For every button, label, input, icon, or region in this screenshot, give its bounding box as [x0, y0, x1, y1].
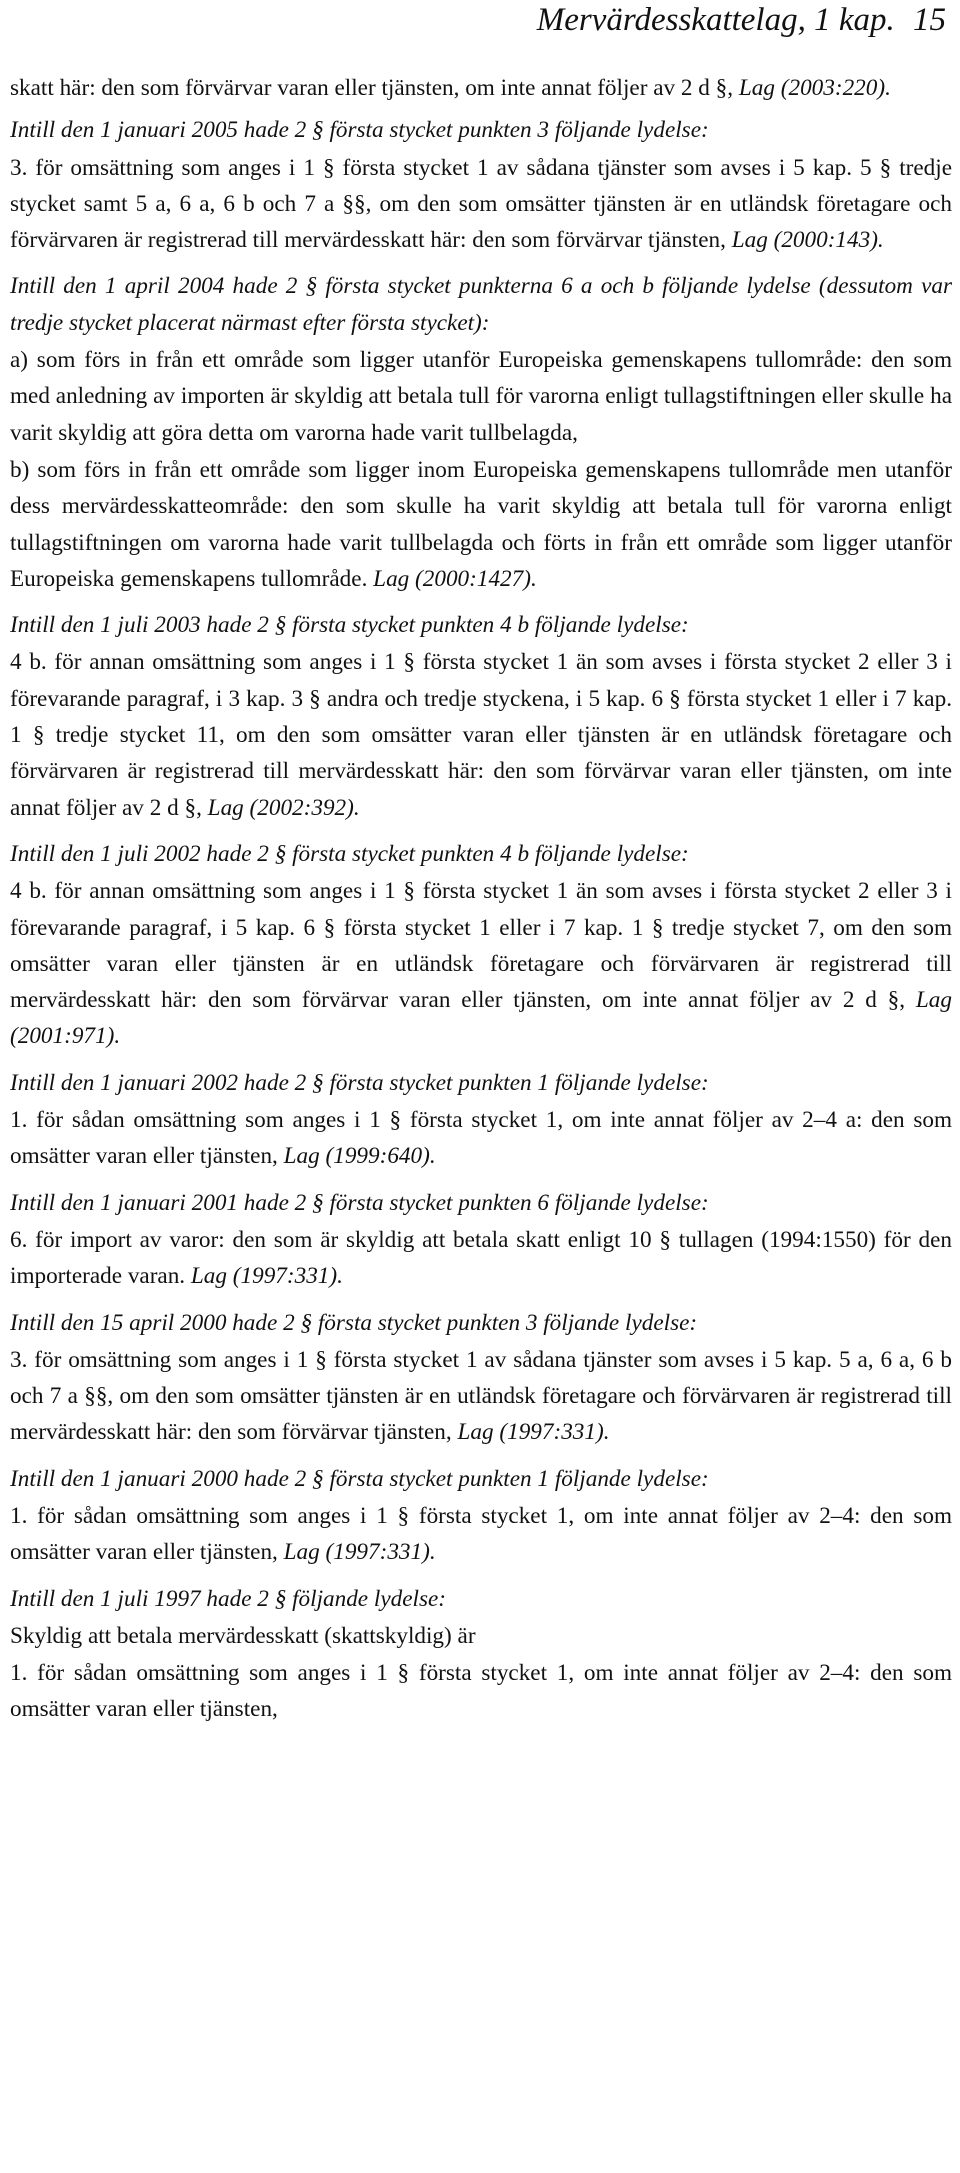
law-reference: Lag (2001:971). [10, 987, 952, 1050]
paragraph-note: Intill den 1 april 2004 hade 2 § första stycket punkterna 6 a och b följande lydelse (dessutom var tredje stycket placerat närmast efter första stycket): [10, 273, 952, 336]
paragraph-note: Intill den 15 april 2000 hade 2 § första stycket punkten 3 följande lydelse: [10, 1309, 698, 1336]
law-reference: Lag (1997:331). [283, 1539, 436, 1566]
paragraph-text: 1. för sådan omsättning som anges i 1 § första stycket 1, om inte annat följer av 2–4 a: den som omsätter varan eller tjänsten, Lag (1999:640). [10, 1107, 952, 1170]
paragraph-text: 6. för import av varor: den som är skyldig att betala skatt enligt 10 § tullagen (1994:1550) för den importerade varan. Lag (1997:331). [10, 1226, 952, 1290]
paragraph-text: 1. för sådan omsättning som anges i 1 § första stycket 1, om inte annat följer av 2–4: den som omsätter varan eller tjänsten, [10, 1660, 952, 1723]
paragraph-text: 4 b. för annan omsättning som anges i 1 § första stycket 1 än som avses i första stycket 2 eller 3 i förevarande paragraf, i 3 kap. 3 § andra och tredje styckena, i 5 kap. 6 § första stycket 1 eller i 7 kap. 1 § tredje stycket 11, om den som omsätter varan eller tjänsten är en utländsk företagare och förvärvaren är registrerad till mervärdesskatt här: den som förvärvar varan eller tjänsten, om inte annat följer av 2 d §, Lag (2002:392). [10, 649, 952, 821]
paragraph-text: a) som förs in från ett område som ligger utanför Europeiska gemenskapens tullområde: den som med anledning av importen är skyldig att betala tull för varorna enligt tullagstiftningen eller skulle ha varit skyldig att göra detta om varorna hade varit tullbelagda, [10, 347, 952, 446]
law-reference: Lag (2002:392). [207, 794, 360, 821]
paragraph-note: Intill den 1 januari 2005 hade 2 § första stycket punkten 3 följande lydelse: [10, 117, 709, 144]
paragraph-text: Skyldig att betala mervärdesskatt (skattskyldig) är [10, 1622, 476, 1649]
page-header [537, 0, 946, 48]
paragraph-note: Intill den 1 januari 2000 hade 2 § första stycket punkten 1 följande lydelse: [10, 1465, 709, 1492]
running-title: Mervärdesskattelag, 1 kap. [536, 2, 895, 38]
paragraph-text: 3. för omsättning som anges i 1 § första stycket 1 av sådana tjänster som avses i 5 kap. 5 § tredje stycket samt 5 a, 6 a, 6 b och 7 a §§, om den som omsätter tjänsten är en utländsk företagare och förvärvaren är registrerad till mervärdesskatt här: den som förvärvar tjänsten, Lag (2000:143). [10, 154, 952, 254]
paragraph-text: skatt här: den som förvärvar varan eller tjänsten, om inte annat följer av 2 d §, Lag (2003:220). [10, 75, 891, 101]
paragraph-text: 1. för sådan omsättning som anges i 1 § första stycket 1, om inte annat följer av 2–4: den som omsätter varan eller tjänsten, Lag (1997:331). [10, 1502, 952, 1566]
law-reference: Lag (1997:331). [457, 1419, 610, 1446]
paragraph-note: Intill den 1 juli 2003 hade 2 § första stycket punkten 4 b följande lydelse: [10, 612, 689, 639]
law-reference: Lag (1997:331). [190, 1263, 343, 1290]
paragraph-text: b) som förs in från ett område som ligger inom Europeiska gemenskapens tullområde men utanför dess mervärdesskatteområde: den som skulle ha varit skyldig att betala tull för varorna enligt tullagstiftningen om varorna hade varit tullbelagda och förts in från ett område som ligger utanför Europeiska gemenskapens tullområde. Lag (2000:1427). [10, 456, 952, 592]
paragraph-note: Intill den 1 juli 1997 hade 2 § följande lydelse: [10, 1585, 446, 1612]
paragraph-note: Intill den 1 januari 2001 hade 2 § första stycket punkten 6 följande lydelse: [10, 1189, 709, 1216]
law-reference: Lag (1999:640). [283, 1143, 436, 1170]
paragraph-text: 3. för omsättning som anges i 1 § första stycket 1 av sådana tjänster som avses i 5 kap. 5 a, 6 a, 6 b och 7 a §§, om den som omsätter tjänsten är en utländsk företagare och förvärvaren är registrerad till mervärdesskatt här: den som förvärvar tjänsten, Lag (1997:331). [10, 1346, 952, 1446]
law-reference: Lag (2000:143). [731, 227, 884, 254]
paragraph-text: 4 b. för annan omsättning som anges i 1 § första stycket 1 än som avses i första stycket 2 eller 3 i förevarande paragraf, i 5 kap. 6 § första stycket 1 eller i 7 kap. 1 § tredje stycket 7, om den som omsätter varan eller tjänsten är en utländsk företagare och förvärvaren är registrerad till mervärdesskatt här: den som förvärvar varan eller tjänsten, om inte annat följer av 2 d §, Lag (2001:971). [10, 878, 952, 1050]
document-body [10, 70, 952, 1738]
paragraph-note: Intill den 1 januari 2002 hade 2 § första stycket punkten 1 följande lydelse: [10, 1069, 709, 1096]
law-reference: Lag (2000:1427). [373, 565, 537, 592]
paragraph-note: Intill den 1 juli 2002 hade 2 § första stycket punkten 4 b följande lydelse: [10, 840, 689, 867]
page-number: 15 [913, 2, 946, 38]
law-reference: Lag (2003:220). [738, 75, 891, 101]
